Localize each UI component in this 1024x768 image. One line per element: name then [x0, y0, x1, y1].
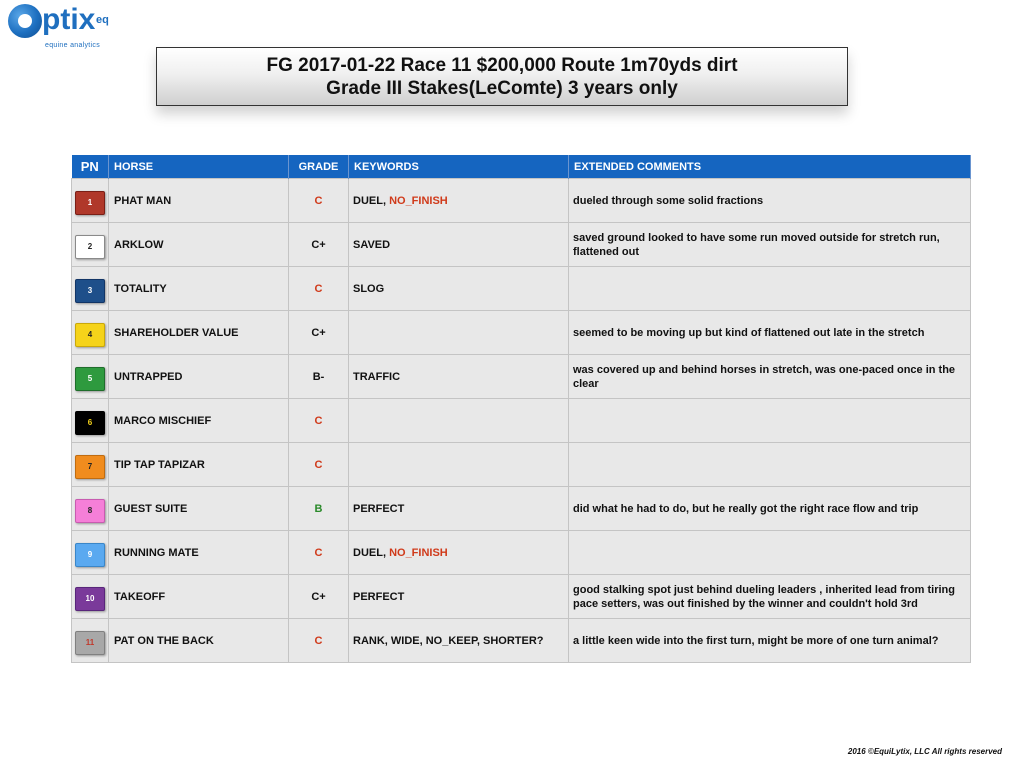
horse-name: ARKLOW [109, 223, 289, 267]
grade-cell: B [289, 487, 349, 531]
pn-cell [72, 223, 109, 267]
extended-comments-cell: good stalking spot just behind dueling leaders , inherited lead from tiring pace setters, was out finished by the winner and couldn't hold 3rd [569, 575, 971, 619]
grade-cell: C+ [289, 311, 349, 355]
keywords-text: DUEL, [353, 194, 390, 207]
grade-cell: C+ [289, 223, 349, 267]
header-pn: PN [72, 155, 109, 179]
post-number-badge: 6 [75, 411, 105, 435]
table-row [72, 179, 971, 223]
grade-cell: C+ [289, 575, 349, 619]
table-row [72, 575, 971, 619]
logo-superscript: eq [96, 14, 109, 26]
keywords-cell [349, 575, 569, 619]
table-row [72, 443, 971, 487]
keywords-cell [349, 619, 569, 663]
copyright-footer: 2016 ©EquiLytix, LLC All rights reserved [847, 747, 1002, 756]
horse-name: TIP TAP TAPIZAR [109, 443, 289, 487]
grade-cell: C [289, 443, 349, 487]
table-header-row [72, 155, 971, 179]
keywords-cell [349, 267, 569, 311]
header-grade: GRADE [289, 155, 349, 179]
post-number-badge: 4 [75, 323, 105, 347]
extended-comments-cell: was covered up and behind horses in stretch, was one-paced once in the clear [569, 355, 971, 399]
table-row [72, 399, 971, 443]
keyword-flag: NO_FINISH [389, 546, 448, 559]
header-horse: HORSE [109, 155, 289, 179]
table-row [72, 487, 971, 531]
keywords-text: TRAFFIC [353, 370, 401, 383]
post-number-badge: 2 [75, 235, 105, 259]
extended-comments-cell: did what he had to do, but he really got the right race flow and trip [569, 487, 971, 531]
post-number-badge: 1 [75, 191, 105, 215]
pn-cell [72, 399, 109, 443]
pn-cell [72, 487, 109, 531]
pn-cell [72, 311, 109, 355]
post-number-badge: 11 [75, 631, 105, 655]
grade-cell: C [289, 399, 349, 443]
post-number-badge: 8 [75, 499, 105, 523]
keywords-text: DUEL, [353, 546, 390, 559]
horse-name: MARCO MISCHIEF [109, 399, 289, 443]
keywords-text: SAVED [353, 238, 391, 251]
logo-o-circle-icon [8, 4, 42, 38]
keywords-text: PERFECT [353, 590, 405, 603]
table-body [72, 179, 971, 663]
race-title-line-2: Grade III Stakes(LeComte) 3 years only [326, 78, 678, 99]
keywords-cell [349, 179, 569, 223]
header-keywords: KEYWORDS [349, 155, 569, 179]
extended-comments-cell: saved ground looked to have some run moved outside for stretch run, flattened out [569, 223, 971, 267]
table-row [72, 355, 971, 399]
horse-name: RUNNING MATE [109, 531, 289, 575]
post-number-badge: 5 [75, 367, 105, 391]
horse-name: PHAT MAN [109, 179, 289, 223]
extended-comments-cell [569, 443, 971, 487]
table-row [72, 531, 971, 575]
grade-cell: C [289, 619, 349, 663]
horse-name: GUEST SUITE [109, 487, 289, 531]
horse-name: TOTALITY [109, 267, 289, 311]
keywords-cell [349, 311, 569, 355]
horse-name: PAT ON THE BACK [109, 619, 289, 663]
keywords-cell [349, 223, 569, 267]
post-number-badge: 3 [75, 279, 105, 303]
keywords-cell [349, 399, 569, 443]
grade-cell: C [289, 531, 349, 575]
post-number-badge: 7 [75, 455, 105, 479]
table-row [72, 223, 971, 267]
race-title-box [156, 47, 848, 106]
grade-cell: B- [289, 355, 349, 399]
keywords-cell [349, 531, 569, 575]
pn-cell [72, 619, 109, 663]
optix-logo [8, 4, 118, 50]
keywords-cell [349, 443, 569, 487]
extended-comments-cell [569, 399, 971, 443]
keywords-text: SLOG [353, 282, 385, 295]
pn-cell [72, 443, 109, 487]
pn-cell [72, 267, 109, 311]
header-comments: EXTENDED COMMENTS [569, 155, 971, 179]
table-row [72, 619, 971, 663]
race-comments-table [71, 155, 971, 663]
table-row [72, 267, 971, 311]
pn-cell [72, 355, 109, 399]
pn-cell [72, 575, 109, 619]
extended-comments-cell: a little keen wide into the first turn, might be more of one turn animal? [569, 619, 971, 663]
extended-comments-cell: dueled through some solid fractions [569, 179, 971, 223]
extended-comments-cell: seemed to be moving up but kind of flattened out late in the stretch [569, 311, 971, 355]
horse-name: UNTRAPPED [109, 355, 289, 399]
keywords-text: RANK, WIDE, NO_KEEP, SHORTER? [353, 634, 544, 647]
extended-comments-cell [569, 267, 971, 311]
grade-cell: C [289, 179, 349, 223]
horse-name: SHAREHOLDER VALUE [109, 311, 289, 355]
race-title-line-1: FG 2017-01-22 Race 11 $200,000 Route 1m70yds dirt [266, 55, 738, 76]
keyword-flag: NO_FINISH [389, 194, 448, 207]
logo-word: ptix [42, 3, 96, 36]
pn-cell [72, 531, 109, 575]
keywords-cell [349, 487, 569, 531]
post-number-badge: 10 [75, 587, 105, 611]
keywords-cell [349, 355, 569, 399]
pn-cell [72, 179, 109, 223]
grade-cell: C [289, 267, 349, 311]
logo-tagline: equine analytics [45, 42, 100, 49]
extended-comments-cell [569, 531, 971, 575]
keywords-text: PERFECT [353, 502, 405, 515]
post-number-badge: 9 [75, 543, 105, 567]
horse-name: TAKEOFF [109, 575, 289, 619]
table-row [72, 311, 971, 355]
